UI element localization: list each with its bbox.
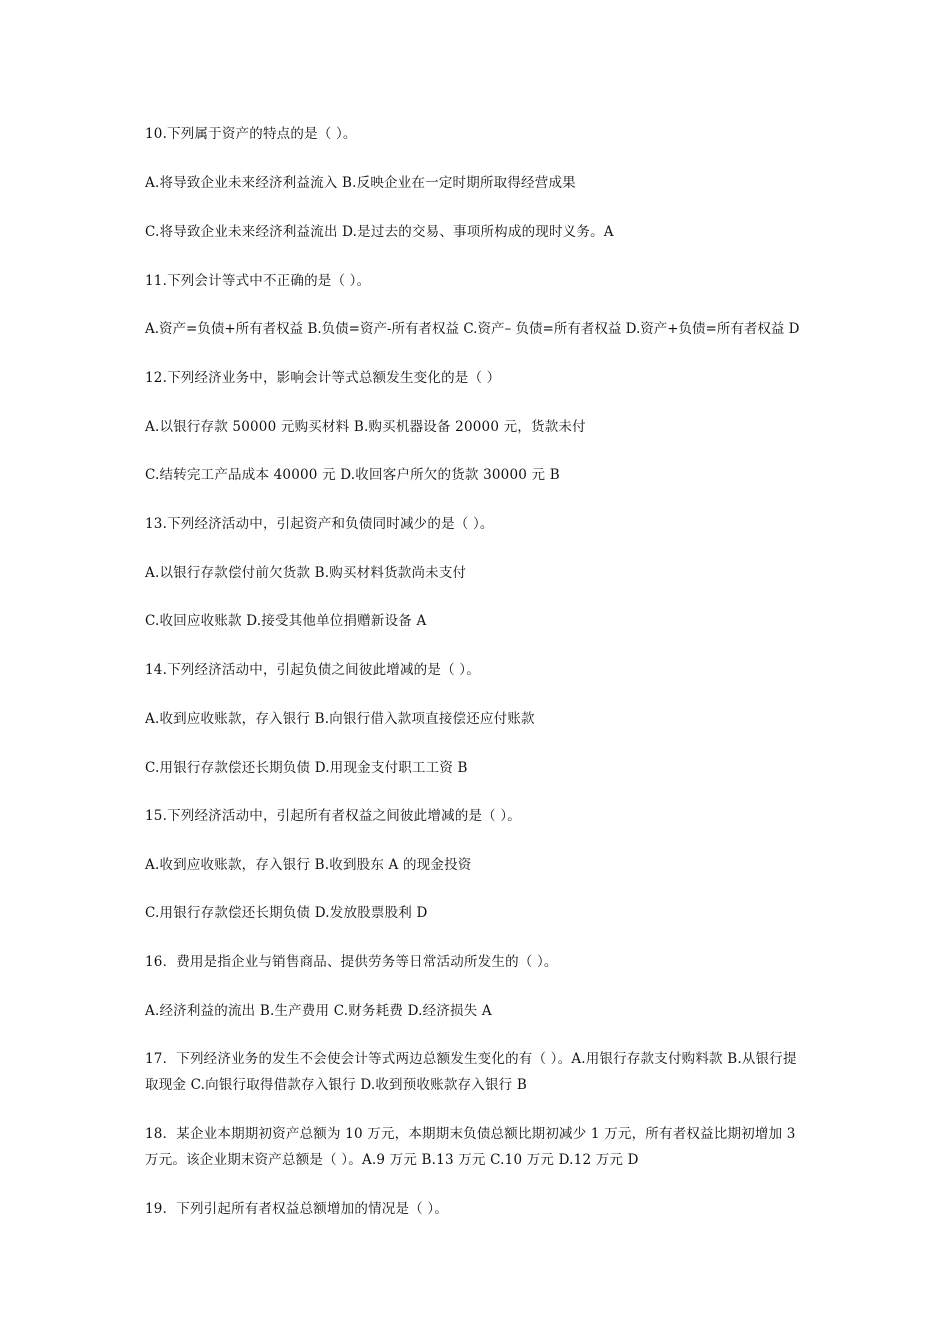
question-10-options-ab: A.将导致企业未来经济利益流入 B.反映企业在一定时期所取得经营成果 <box>145 175 576 191</box>
question-11-options: A.资产=负债+所有者权益 B.负债=资产-所有者权益 C.资产– 负债=所有者权益 D.资产+负债=所有者权益 D <box>145 321 800 337</box>
question-18: 18．某企业本期期初资产总额为 10 万元，本期期末负债总额比期初减少 1 万元，所有者权益比期初增加 3 万元。该企业期末资产总额是（ ）。A.9 万元 B.13 万元 C.10 万元 D.12 万元 D <box>145 1126 796 1168</box>
question-15-options-cd: C.用银行存款偿还长期负债 D.发放股票股利 D <box>145 905 428 921</box>
question-14-options-ab: A.收到应收账款，存入银行 B.向银行借入款项直接偿还应付账款 <box>145 711 535 727</box>
question-19: 19．下列引起所有者权益总额增加的情况是（ ）。 <box>145 1201 449 1217</box>
question-16: 16．费用是指企业与销售商品、提供劳务等日常活动所发生的（ ）。 <box>145 954 558 970</box>
question-17: 17．下列经济业务的发生不会使会计等式两边总额发生变化的有（ ）。A.用银行存款支付购料款 B.从银行提取现金 C.向银行取得借款存入银行 D.收到预收账款存入银行 B <box>145 1051 797 1093</box>
question-12-options-cd: C.结转完工产品成本 40000 元 D.收回客户所欠的货款 30000 元 B <box>145 467 560 483</box>
question-14: 14.下列经济活动中，引起负债之间彼此增减的是（ ）。 <box>145 662 480 678</box>
question-13-options-ab: A.以银行存款偿付前欠货款 B.购买材料货款尚未支付 <box>145 565 467 581</box>
question-10: 10.下列属于资产的特点的是（ ）。 <box>145 126 357 142</box>
question-14-options-cd: C.用银行存款偿还长期负债 D.用现金支付职工工资 B <box>145 760 468 776</box>
question-13-options-cd: C.收回应收账款 D.接受其他单位捐赠新设备 A <box>145 613 427 629</box>
question-12-options-ab: A.以银行存款 50000 元购买材料 B.购买机器设备 20000 元，货款未付 <box>145 419 586 435</box>
question-15-options-ab: A.收到应收账款，存入银行 B.收到股东 A 的现金投资 <box>145 857 472 873</box>
question-16-options: A.经济利益的流出 B.生产费用 C.财务耗费 D.经济损失 A <box>145 1003 492 1019</box>
question-10-options-cd: C.将导致企业未来经济利益流出 D.是过去的交易、事项所构成的现时义务。A <box>145 224 614 240</box>
question-11: 11.下列会计等式中不正确的是（ ）。 <box>145 273 371 289</box>
question-15: 15.下列经济活动中，引起所有者权益之间彼此增减的是（ ）。 <box>145 808 522 824</box>
question-13: 13.下列经济活动中，引起资产和负债同时减少的是（ ）。 <box>145 516 494 532</box>
question-12: 12.下列经济业务中，影响会计等式总额发生变化的是（ ） <box>145 370 501 386</box>
